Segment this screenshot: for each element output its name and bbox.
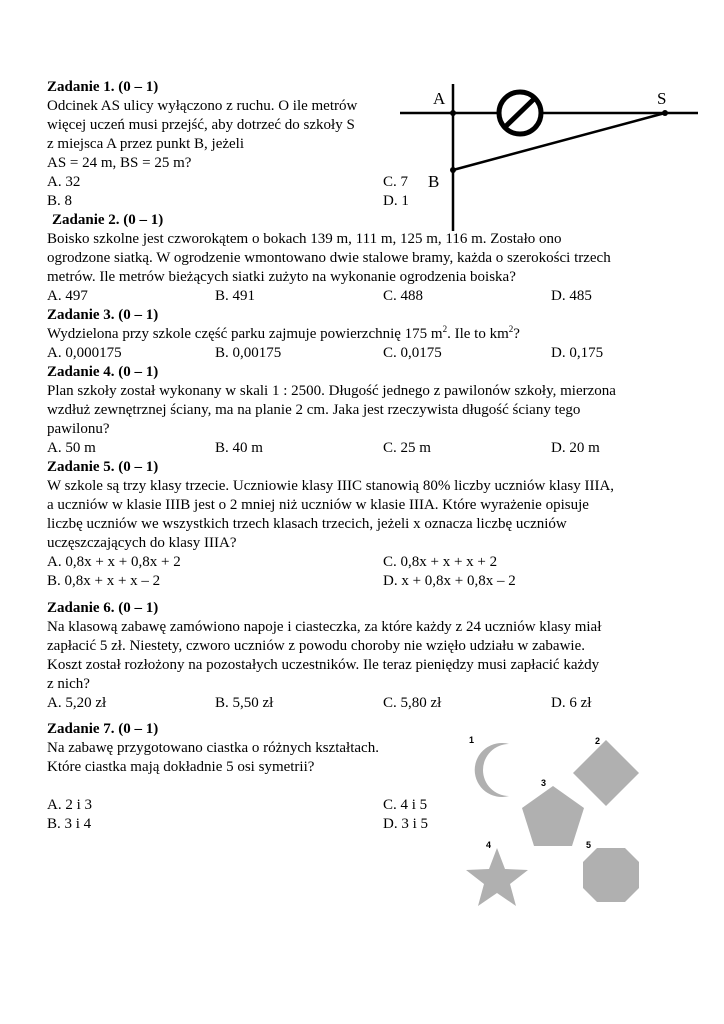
- task-7-text-line: Które ciastka mają dokładnie 5 osi symetrii?: [47, 759, 315, 775]
- point-b: [450, 167, 456, 173]
- task-1-option-c[interactable]: C. 7: [383, 174, 409, 190]
- task-2-text-line: Boisko szkolne jest czworokątem o bokach 139 m, 111 m, 125 m, 116 m. Zostało ono: [47, 231, 562, 247]
- task-2-option-d[interactable]: D. 485: [551, 288, 592, 304]
- street-diagram: [395, 84, 700, 234]
- task-5-option-c[interactable]: C. 0,8x + x + x + 2: [383, 554, 498, 570]
- task-4-text-line: Plan szkoły został wykonany w skali 1 : 2500. Długość jednego z pawilonów szkoły, mierzona: [47, 383, 616, 399]
- label-b: B: [428, 172, 440, 191]
- task-4-option-d[interactable]: D. 20 m: [551, 440, 600, 456]
- task-2-option-a[interactable]: A. 497: [47, 288, 88, 304]
- task-3-option-a[interactable]: A. 0,000175: [47, 345, 122, 361]
- shape-label-3: 3: [541, 778, 547, 788]
- shape-label-5: 5: [586, 840, 592, 850]
- task-3-option-c[interactable]: C. 0,0175: [383, 345, 442, 361]
- diamond-shape: [573, 740, 639, 806]
- task-7-option-d[interactable]: D. 3 i 5: [383, 816, 428, 832]
- octagon-shape: [583, 848, 639, 902]
- pentagon-shape: [522, 786, 584, 846]
- task-3-superscript-2: 2: [508, 324, 514, 334]
- task-6-option-c[interactable]: C. 5,80 zł: [383, 695, 442, 711]
- task-3-superscript-1: 2: [442, 324, 448, 334]
- no-entry-sign-icon: [499, 92, 541, 134]
- point-s: [662, 110, 668, 116]
- cookie-shapes-figure: [455, 728, 665, 908]
- crescent-moon-shape: [475, 743, 509, 797]
- task-1-text-line: z miejsca A przez punkt B, jeżeli: [47, 136, 245, 152]
- task-1-option-b[interactable]: B. 8: [47, 193, 73, 209]
- task-1-header: Zadanie 1. (0 – 1): [47, 79, 159, 95]
- task-2-text-line: ogrodzone siatką. W ogrodzenie wmontowano dwie stalowe bramy, każda o szerokości trzech: [47, 250, 611, 266]
- task-3-option-d[interactable]: D. 0,175: [551, 345, 604, 361]
- task-5-option-a[interactable]: A. 0,8x + x + 0,8x + 2: [47, 554, 181, 570]
- task-1-text-line: więcej uczeń musi przejść, aby dotrzeć do szkoły S: [47, 117, 355, 133]
- segment-bs: [453, 113, 665, 170]
- task-6-text-line: Na klasową zabawę zamówiono napoje i ciasteczka, za które każdy z 24 uczniów klasy miał: [47, 619, 602, 635]
- task-5-text-line: W szkole są trzy klasy trzecie. Uczniowie klasy IIIC stanowią 80% liczby uczniów klasy IIIA,: [47, 478, 615, 494]
- task-1-option-d[interactable]: D. 1: [383, 193, 409, 209]
- task-3-header: Zadanie 3. (0 – 1): [47, 307, 159, 323]
- task-4-text-line: wzdłuż zewnętrznej ściany, ma na planie 2 cm. Jaka jest rzeczywista długość ściany tego: [47, 402, 581, 418]
- task-3-text-before: Wydzielona przy szkole część parku zajmuje powierzchnię 175 m: [47, 326, 443, 342]
- task-3-text-middle: . Ile to km: [447, 326, 509, 342]
- task-4-header: Zadanie 4. (0 – 1): [47, 364, 159, 380]
- task-3-text-after: ?: [513, 326, 520, 342]
- task-4-option-b[interactable]: B. 40 m: [215, 440, 263, 456]
- shape-label-4: 4: [486, 840, 492, 850]
- label-a: A: [433, 89, 446, 108]
- task-4-text-line: pawilonu?: [47, 421, 110, 437]
- task-6-header: Zadanie 6. (0 – 1): [47, 600, 159, 616]
- task-6-text-line: z nich?: [47, 676, 90, 692]
- task-7-header: Zadanie 7. (0 – 1): [47, 721, 159, 737]
- task-5-header: Zadanie 5. (0 – 1): [47, 459, 159, 475]
- task-5-text-line: a uczniów w klasie IIIB jest o 2 mniej niż uczniów w klasie IIIA. Które wyrażenie opisuje: [47, 497, 589, 513]
- task-7-text-line: Na zabawę przygotowano ciastka o różnych kształtach.: [47, 740, 379, 756]
- task-4-option-c[interactable]: C. 25 m: [383, 440, 431, 456]
- task-7-option-c[interactable]: C. 4 i 5: [383, 797, 428, 813]
- task-4-option-a[interactable]: A. 50 m: [47, 440, 96, 456]
- task-3-option-b[interactable]: B. 0,00175: [215, 345, 282, 361]
- task-2-option-b[interactable]: B. 491: [215, 288, 256, 304]
- label-s: S: [657, 89, 667, 108]
- task-6-option-b[interactable]: B. 5,50 zł: [215, 695, 274, 711]
- task-5-option-b[interactable]: B. 0,8x + x + x – 2: [47, 573, 161, 589]
- task-5-text-line: uczęszczających do klasy IIIA?: [47, 535, 237, 551]
- point-a: [450, 110, 456, 116]
- task-6-option-d[interactable]: D. 6 zł: [551, 695, 592, 711]
- task-2-text-line: metrów. Ile metrów bieżących siatki zużyto na wykonanie ogrodzenia boiska?: [47, 269, 516, 285]
- task-6-text-line: Koszt został rozłożony na pozostałych uczestników. Ile teraz pieniędzy musi zapłacić każdy: [47, 657, 600, 673]
- task-6-option-a[interactable]: A. 5,20 zł: [47, 695, 107, 711]
- task-5-option-d[interactable]: D. x + 0,8x + 0,8x – 2: [383, 573, 516, 589]
- task-3-text-line: [47, 325, 520, 344]
- task-5-text-line: liczbę uczniów we wszystkich trzech klasach trzecich, jeżeli x oznacza liczbę uczniów: [47, 516, 567, 532]
- task-6-text-line: zapłacić 5 zł. Niestety, czworo uczniów z powodu choroby nie wzięło udziału w zabawie.: [47, 638, 585, 654]
- task-7-option-b[interactable]: B. 3 i 4: [47, 816, 92, 832]
- star-shape: [466, 848, 528, 906]
- task-2-header: Zadanie 2. (0 – 1): [52, 212, 164, 228]
- task-1-text-line: AS = 24 m, BS = 25 m?: [47, 155, 192, 171]
- task-1-option-a[interactable]: A. 32: [47, 174, 81, 190]
- shape-label-2: 2: [595, 736, 601, 746]
- task-7-option-a[interactable]: A. 2 i 3: [47, 797, 92, 813]
- task-1-text-line: Odcinek AS ulicy wyłączono z ruchu. O ile metrów: [47, 98, 358, 114]
- shape-label-1: 1: [469, 735, 475, 745]
- task-2-option-c[interactable]: C. 488: [383, 288, 424, 304]
